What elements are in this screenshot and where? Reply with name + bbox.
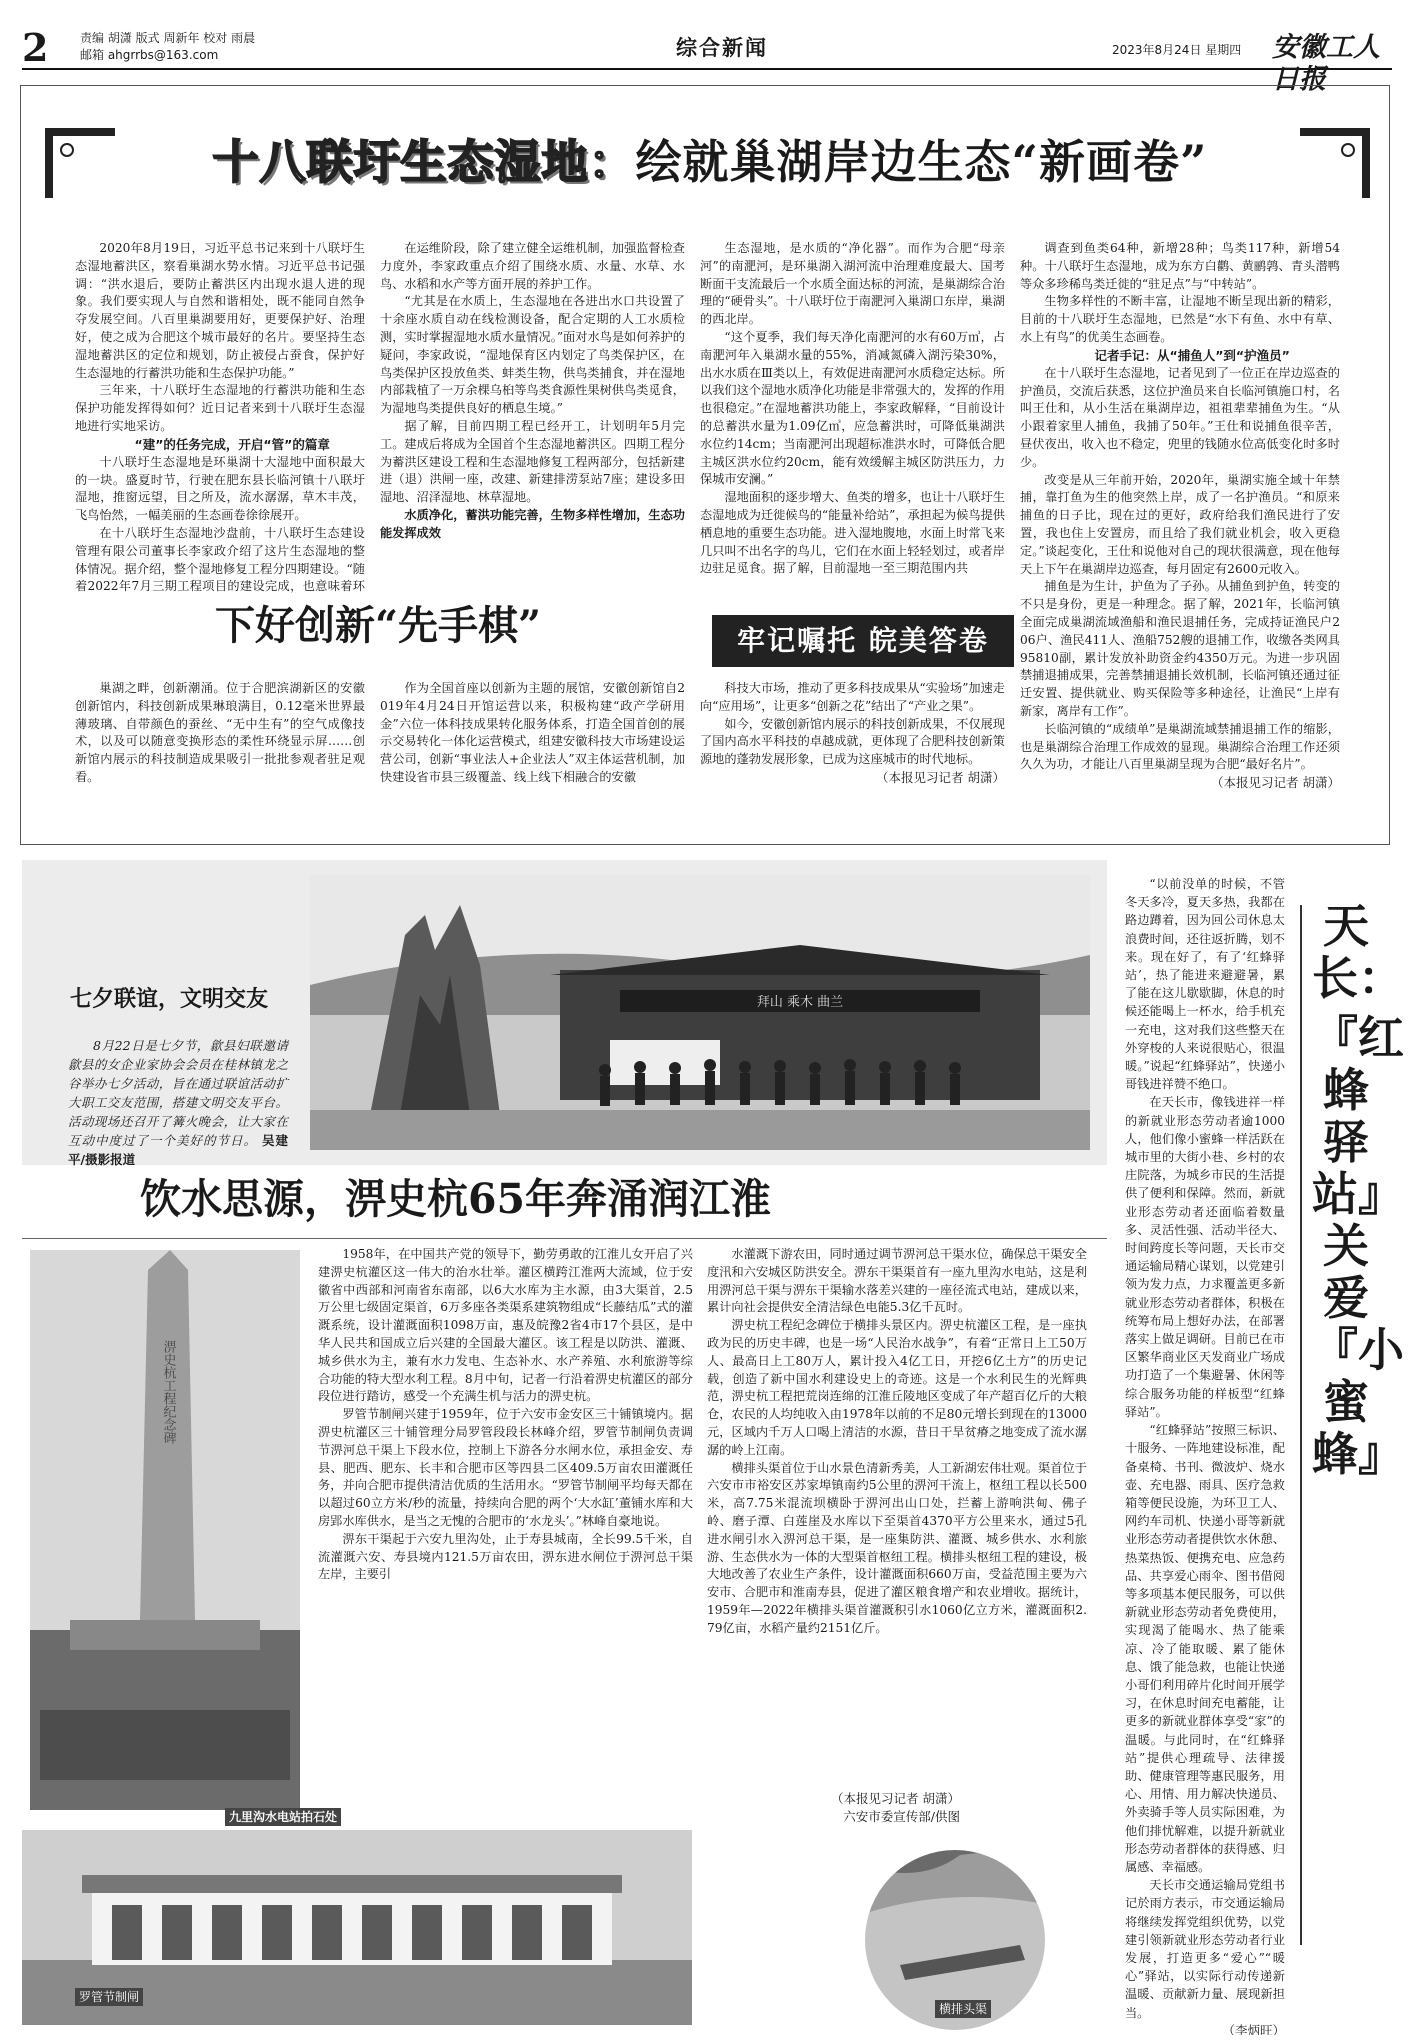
byline: （李炳旺） bbox=[1222, 2022, 1285, 2035]
caption-jiuligou: 九里沟水电站拍石处 bbox=[225, 1808, 341, 1826]
paragraph: 在天长市，像钱进祥一样的新就业形态劳动者逾1000人，他们像小蜜蜂一样活跃在城市里的大街小巷、乡村的农庄院落，为城乡市民的生活提供了便利和保障。然而，新就业形态劳动者还面临着数量多、灵活性强、活动半径大、时间跨度长等问题，天长市交通运输局精心谋划，以党建引领为发力点，力求覆盖更多新就业形态劳动者群体，积极在统筹布局上想好办法，在部署落实上做足调研。目前已在市区繁华商业区天发商业广场成功打造了一个集避暑、休闲等综合服务功能的样板型“红蜂驿站”。 bbox=[1125, 1095, 1285, 1419]
paragraph: 水灌溉下游农田，同时通过调节淠河总干渠水位，确保总干渠安全度汛和六安城区防洪安全。淠东干渠渠首有一座九里沟水电站，这是利用淠河总干渠与淠东干渠输水落差兴建的一座径流式电站，建成以来，累计向社会提供安全清洁绿色电能5.3亿千瓦时。 bbox=[707, 1247, 1087, 1315]
subheading: 水质净化，蓄洪功能完善，生物多样性增加，生态功能发挥成效 bbox=[380, 507, 685, 540]
paragraph: “这个夏季，我们每天净化南淝河的水有60万㎥，占南淝河年入巢湖水量的55%，消减氮磷入湖污染30%，出水水质在Ⅲ类以上，有效促进南淝河水质稳定达标。所以我们这个湿地水质净化功能是非常强大的，发挥的作用也很稳定。”在湿地蓄洪功能上，李家政解释，“目前设计的总蓄洪水量为1.09亿㎥，应急蓄洪时，可降低巢湖洪水位约14cm；当南淝河出现超标准洪水时，可降低合肥主城区洪水位约20cm，能有效缓解主城区防洪压力，力保城市安澜。” bbox=[700, 329, 1005, 487]
paragraph: 调查到鱼类64种，新增28种；鸟类117种，新增54种。十八联圩生态湿地，成为东方白鹳、黄鹂鹑、青头潜鸭等众多珍稀鸟类迁徙的“驻足点”与“中转站”。 bbox=[1020, 241, 1340, 291]
paragraph: 横排头渠首位于山水景色清新秀美，人工新湖宏伟壮观。渠首位于六安市市裕安区苏家埠镇南约5公里的淠河干流上，枢纽工程以长500米，高7.75米混流坝横卧于淠河出山口处，拦蓄上游响洪甸、佛子岭、磨子潭、白莲崖及水库以下至渠首4370平方公里来水，通过5孔进水闸引水入淠河总干渠，是一座集防洪、灌溉、城乡供水、水利旅游、生态供水为一体的大型渠首枢纽工程。横排头枢纽工程的建设，极大地改善了农业生产条件，设计灌溉面积660万亩，受益范围主要为六安市、合肥市和淮南寿县，促进了灌区粮食增产和农业增收。据统计，1959年—2022年横排头渠首灌溉积引水1060亿立方米，灌溉面积2.79亿亩，水稻产量约2151亿斤。 bbox=[707, 1460, 1087, 1635]
paper-cut-right-decoration bbox=[1300, 128, 1370, 198]
paragraph: 如今，安徽创新馆内展示的科技创新成果，不仅展现了国内高水平科技的卓越成就，更体现了合肥科技创新策源地的蓬勃发展形象，已成为这座城市的时代地标。 bbox=[700, 716, 1005, 767]
caption-luoguan: 罗管节制闸 bbox=[75, 1988, 143, 2006]
paragraph: 改变是从三年前开始，2020年，巢湖实施全域十年禁捕，靠打鱼为生的他突然上岸，成了一名护渔员。“和原来捕鱼的日子比，现在过的更好，政府给我们渔民进行了安置，我也住上安置房，而且给了我们就业机会，收入更稳定。”谈起变化，王仕和说他对自己的现状很满意，现在他每天上下午在巢湖岸边巡查，每月固定有2600元收入。 bbox=[1020, 472, 1340, 576]
editor-credits bbox=[80, 30, 255, 64]
paragraph: 淠史杭工程纪念碑位于横排头景区内。淠史杭灌区工程，是一座执政为民的历史丰碑，也是一场“人民治水战争”，有着“正常日上工50万人、最高日上工80万人，累计投入4亿工日，开挖6亿土方”的历史记载，创造了新中国水利建设史上的奇迹。这是一个水利民生的光辉典范，淠史杭工程把荒岗连绵的江淮丘陵地区变成了年产超百亿斤的大粮仓，农民的人均纯收入由1978年以前的不足80元增长到现在的13000元，区域内千万人口喝上清洁的水源，昔日干旱贫瘠之地变成了流水潺潺的岭上江南。 bbox=[707, 1318, 1087, 1457]
vertical-divider bbox=[1300, 905, 1302, 1945]
caption-text: 8月22日是七夕节，歙县妇联邀请歙县的女企业家协会会员在桂林镇龙之谷举办七夕活动，旨在通过联谊活动扩大职工交友范围，搭建文明交友平台。活动现场还召开了篝火晚会，让大家在互动中度过了一个美好的节日。 bbox=[68, 1038, 288, 1148]
paragraph: 1958年，在中国共产党的领导下，勤劳勇敢的江淮儿女开启了兴建淠史杭灌区这一伟大的治水壮举。灌区横跨江淮两大流域，位于安徽省中西部和河南省东南部，以6大水库为主水源，由3大渠首，2.5万公里七级固定渠首，6万多座各类渠系建筑物组成“长藤结瓜”式的灌溉系统，设计灌溉面积1098万亩，惠及皖豫2省4市17个县区，是中华人民共和国成立后兴建的全国最大灌区。该工程是以防洪、灌溉、城乡供水为主，兼有水力发电、生态补水、水产养殖、水利旅游等综合功能的特大型水利工程。8月中旬，记者一行沿着淠史杭灌区的部分段位进行踏访，感受一个充满生机与活力的淠史杭。 bbox=[318, 1247, 693, 1404]
paragraph: 生态湿地，是水质的“净化器”。而作为合肥“母亲河”的南淝河，是环巢湖入湖河流中治理难度最大、国考断面干支流最后一个水质全面达标的河流，是巢湖综合治理的“硬骨头”。十八联圩位于南淝河入巢湖口东岸，巢湖的西北岸。 bbox=[700, 241, 1005, 327]
paragraph: 罗管节制闸兴建于1959年，位于六安市金安区三十铺镇境内。据淠史杭灌区三十铺管理分局罗管段段长林峰介绍，罗管节制闸负责调节淠河总干渠上下段水位，控制上下游各分水闸水位，承担金安、寿县、肥西、肥东、长丰和合肥市区等四县二区409.5万亩农田灌溉任务，并向合肥市提供清洁优质的生活用水。“罗管节制闸平均每天都在以超过60立方米/秒的流量，持续向合肥的两个‘大水缸’董铺水库和大房郢水库供水，是当之无愧的合肥市的‘水龙头’。”林峰自豪地说。 bbox=[318, 1407, 693, 1528]
story2-column-3 bbox=[700, 680, 1005, 810]
subheading: 记者手记：从“捕鱼人”到“护渔员” bbox=[1094, 347, 1290, 363]
story2-headline: 下好创新“先手棋” bbox=[215, 602, 542, 649]
story1-column-4 bbox=[1020, 240, 1340, 800]
story4-headline bbox=[1312, 899, 1404, 1481]
paragraph: 在十八联圩生态湿地沙盘前，十八联圩生态建设管理有限公司董事长李家政介绍了这片生态湿地的整体情况。据介绍，整个湿地修复工程分四期建设。“随着2022年7月三期工程项目的建设完成，也意味着环 bbox=[75, 525, 365, 594]
subheading: “建”的任务完成，开启“管”的篇章 bbox=[134, 436, 330, 452]
shop-sign-text: 拜山 乘木 曲兰 bbox=[756, 995, 844, 1010]
story1-column-2 bbox=[380, 240, 685, 570]
photo-credit: 吴建平/摄影报道 bbox=[68, 1133, 288, 1167]
monument-photo bbox=[30, 1250, 300, 1810]
paragraph: 在十八联圩生态湿地，记者见到了一位正在岸边巡查的护渔员，交流后获悉，这位护渔员来自长临河镇施口村，名叫王仕和，从小生活在巢湖岸边，祖祖辈辈捕鱼为生。“从小跟着家里人捕鱼，我捕了50年。”王仕和说捕鱼很辛苦，昼伏夜出，收入也不稳定，兜里的钱随水位高低变化时多时少。 bbox=[1020, 365, 1340, 469]
qixi-event-photo bbox=[310, 875, 1090, 1150]
paragraph: 三年来，十八联圩生态湿地的行蓄洪功能和生态保护功能发挥得如何？近日记者来到十八联圩生态湿地进行实地采访。 bbox=[75, 383, 365, 433]
story1-headline bbox=[150, 132, 1270, 192]
story4-column bbox=[1125, 875, 1285, 2035]
paragraph: 天长市交通运输局党组书记於雨方表示，市交通运输局将继续发挥党组织优势，以党建引领新就业形态劳动者行业发展，打造更多“爱心”“暖心”驿站，以实际行动传递新温暖、贡献新力量、展现新担当。 bbox=[1125, 1878, 1285, 2020]
story1-headline-part-a: 十八联圩生态湿地： bbox=[212, 135, 636, 189]
paragraph: “尤其是在水质上，生态湿地在各进出水口共设置了十余座水质自动在线检测设备，配合定期的人工水质检测，实时掌握湿地水质水量情况。”面对水鸟是如何养护的疑问，李家政说，“湿地保育区内划定了鸟类保护区，在鸟类保护区投放鱼类、蚌类生物，供鸟类捕食，并在湿地内部栽植了一万余棵乌桕等鸟类食源性果树供鸟类觅食，为湿地鸟类提供良好的栖息生境。” bbox=[380, 294, 685, 416]
paragraph: 2020年8月19日，习近平总书记来到十八联圩生态湿地蓄洪区，察看巢湖水势水情。习近平总书记强调：“洪水退后，要防止蓄洪区内出现水退人进的现象。我们要实现人与自然和谐相处，既不能同自然争夺发展空间。八百里巢湖要用好，更要保护好、治理好，使之成为合肥这个城市最好的名片。要坚持生态湿地蓄洪区的定位和规划，防止被侵占蚕食，保护好生态湿地的行蓄洪功能和生态保护功能。” bbox=[75, 241, 365, 380]
divider bbox=[22, 1238, 1107, 1239]
paragraph: 长临河镇的“成绩单”是巢湖流域禁捕退捕工作的缩影，也是巢湖综合治理工作成效的显现。巢湖综合治理工作还须久久为功，才能让八百里巢湖呈现为合肥“最好名片”。 bbox=[1020, 721, 1340, 772]
story4-headline-main: 『红蜂驿站』关爱『小蜜蜂』 bbox=[1312, 1011, 1404, 1481]
issue-date: 2023年8月24日 星期四 bbox=[1112, 43, 1242, 57]
paragraph: 湿地面积的逐步增大、鱼类的增多，也让十八联圩生态湿地成为迁徙候鸟的“能量补给站”，承担起为候鸟提供栖息地的重要生态功能。进入湿地腹地，水面上时常飞来几只叫不出名字的鸟儿，它们在水面上轻轻划过，或者岸边驻足觅食。据了解，目前湿地一至三期范围内共 bbox=[700, 490, 1005, 576]
story3-column-2 bbox=[707, 1246, 1087, 1786]
byline: （本报见习记者 胡潇） bbox=[876, 769, 1005, 785]
caption-hengpaitou: 横排头渠 bbox=[935, 2000, 991, 2018]
paragraph: “红蜂驿站”按照三标识、十服务、一阵地建设标准，配备桌椅、书刊、微波炉、烧水壶、充电器、雨具、医疗急救箱等便民设施，为环卫工人、网约车司机、快递小哥等新就业形态劳动者提供饮水休憩、热菜热饭、便携充电、应急药品、共享爱心雨伞、图书借阅等多项基本便民服务，可以供新就业形态劳动者免费使用，实现渴了能喝水、热了能乘凉、冷了能取暖、累了能休息、饿了能急救，也能让快递小哥们利用碎片化时间开展学习，在休息时间充电蓄能，让更多的新就业群体享受“家”的温暖。与此同时，在“红蜂驿站”提供心理疏导、法律援助、健康管理等惠民服务，用心、用情、用力解决快递员、外卖骑手等人员实际困难，为他们排忧解难，以提升新就业形态劳动者群体的获得感、归属感、幸福感。 bbox=[1125, 1423, 1285, 1874]
photo-story-title: 七夕联谊，文明交友 bbox=[70, 987, 269, 1012]
story3-byline: （本报见习记者 胡潇） bbox=[831, 1791, 960, 1806]
paper-cut-left-decoration bbox=[45, 128, 115, 198]
paragraph: 捕鱼是为生计，护鱼为了子孙。从捕鱼到护鱼，转变的不只是身份，更是一种理念。据了解，2021年，长临河镇全面完成巢湖流域渔船和渔民退捕任务，完成持证渔民户206户、渔民411人、渔船752艘的退捕工作，收缴各类网具95810副，累计发放补助资金约4350万元。为进一步巩固禁捕退捕成果，完善禁捕退捕长效机制，长临河镇还通过征迁安置、提供就业、购买保险等多种途径，让渔民“上岸有新家，离岸有工作”。 bbox=[1020, 579, 1340, 718]
monument-inscription: 淠史杭工程纪念碑 bbox=[160, 1340, 176, 1444]
story3-column-1 bbox=[318, 1246, 693, 1821]
byline: （本报见习记者 胡潇） bbox=[1211, 775, 1340, 791]
paragraph: 作为全国首座以创新为主题的展馆，安徽创新馆自2019年4月24日开馆运营以来，积极构建“政产学研用金”六位一体科技成果转化服务体系，打造全国首创的展示交易转化一体化运营模式，组建安徽科技大市场建设运营公司，创新“事业法人+企业法人”双主体运营机制，加快建设省市县三级覆盖、线上线下相融合的安徽 bbox=[380, 681, 685, 784]
email: 邮箱 ahgrrbs@163.com bbox=[80, 48, 219, 62]
story2-column-1 bbox=[75, 680, 365, 805]
masthead bbox=[22, 25, 1392, 95]
paragraph: 巢湖之畔，创新潮涌。位于合肥滨湖新区的安徽创新馆内，科技创新成果琳琅满目，0.12毫米世界最薄玻璃、自带颜色的蚕丝、“无中生有”的空气成像技术，以及可以随意变换形态的柔性环绕显示屏……创新馆内展示的科技制造成果吸引一批批参观者驻足观看。 bbox=[75, 681, 365, 784]
paragraph: 生物多样性的不断丰富，让湿地不断呈现出新的精彩，目前的十八联圩生态湿地，已然是“水下有鱼、水中有草、水上有鸟”的优美生态画卷。 bbox=[1020, 294, 1340, 344]
newspaper-name: 安徽工人日报 bbox=[1272, 32, 1380, 95]
story4-headline-place: 天长： bbox=[1312, 899, 1404, 1005]
editors: 责编 胡潇 版式 周新年 校对 雨晨 bbox=[80, 31, 256, 45]
story3-photo-credit: 六安市委宣传部/供图 bbox=[843, 1809, 960, 1824]
story1-headline-part-b: 绘就巢湖岸边生态“新画卷” bbox=[635, 135, 1208, 189]
story1-column-1 bbox=[75, 240, 365, 595]
story1-column-3 bbox=[700, 240, 1005, 605]
paragraph: 十八联圩生态湿地是环巢湖十大湿地中面积最大的一块。盛夏时节，行驶在肥东县长临河镇十八联圩湿地，推窗远望，目之所及，流水潺潺，草木丰茂，飞鸟怡然，一幅美丽的生态画卷徐徐展开。 bbox=[75, 454, 365, 523]
paragraph: “以前没单的时候，不管冬天多冷，夏天多热，我都在路边蹲着，因为回公司休息太浪费时间，还往返折腾，划不来。现在好了，有了‘红蜂驿站’，热了能进来避避暑，累了能在这儿歇歇脚，休息的时候还能喝上一杯水，给手机充一充电，这对我们这些整天在外穿梭的人来说很贴心，很温暖。”说起“红蜂驿站”，快递小哥钱进祥赞不绝口。 bbox=[1125, 877, 1285, 1092]
paragraph: 据了解，目前四期工程已经开工，计划明年5月完工。建成后将成为全国首个生态湿地蓄洪区。四期工程分为蓄洪区建设工程和生态湿地修复工程两部分，包括新建进（退）洪闸一座，改建、新建排涝泵站7座；建设多田湿地、沼泽湿地、林草湿地。 bbox=[380, 418, 685, 505]
paragraph: 在运维阶段，除了建立健全运维机制，加强监督检查力度外，李家政重点介绍了围绕水质、水量、水草、水鸟、水稻和水产等方面开展的养护工作。 bbox=[380, 241, 685, 291]
page-number: 2 bbox=[22, 25, 49, 70]
paragraph: 科技大市场，推动了更多科技成果从“实验场”加速走向“应用场”，让更多“创新之花”结出了“产业之果”。 bbox=[700, 681, 1005, 713]
story3-headline: 饮水思源，淠史杭65年奔涌润江淮 bbox=[140, 1175, 772, 1223]
section-title: 综合新闻 bbox=[676, 36, 768, 60]
story2-column-2 bbox=[380, 680, 685, 805]
campaign-banner: 牢记嘱托 皖美答卷 bbox=[712, 615, 1014, 667]
paragraph: 淠东干渠起于六安九里沟处，止于寿县城南，全长99.5千米，自流灌溉六安、寿县境内121.5万亩农田，淠东进水闸位于淠河总干渠左岸，主要引 bbox=[318, 1531, 693, 1582]
photo-story-caption bbox=[68, 1036, 288, 1169]
